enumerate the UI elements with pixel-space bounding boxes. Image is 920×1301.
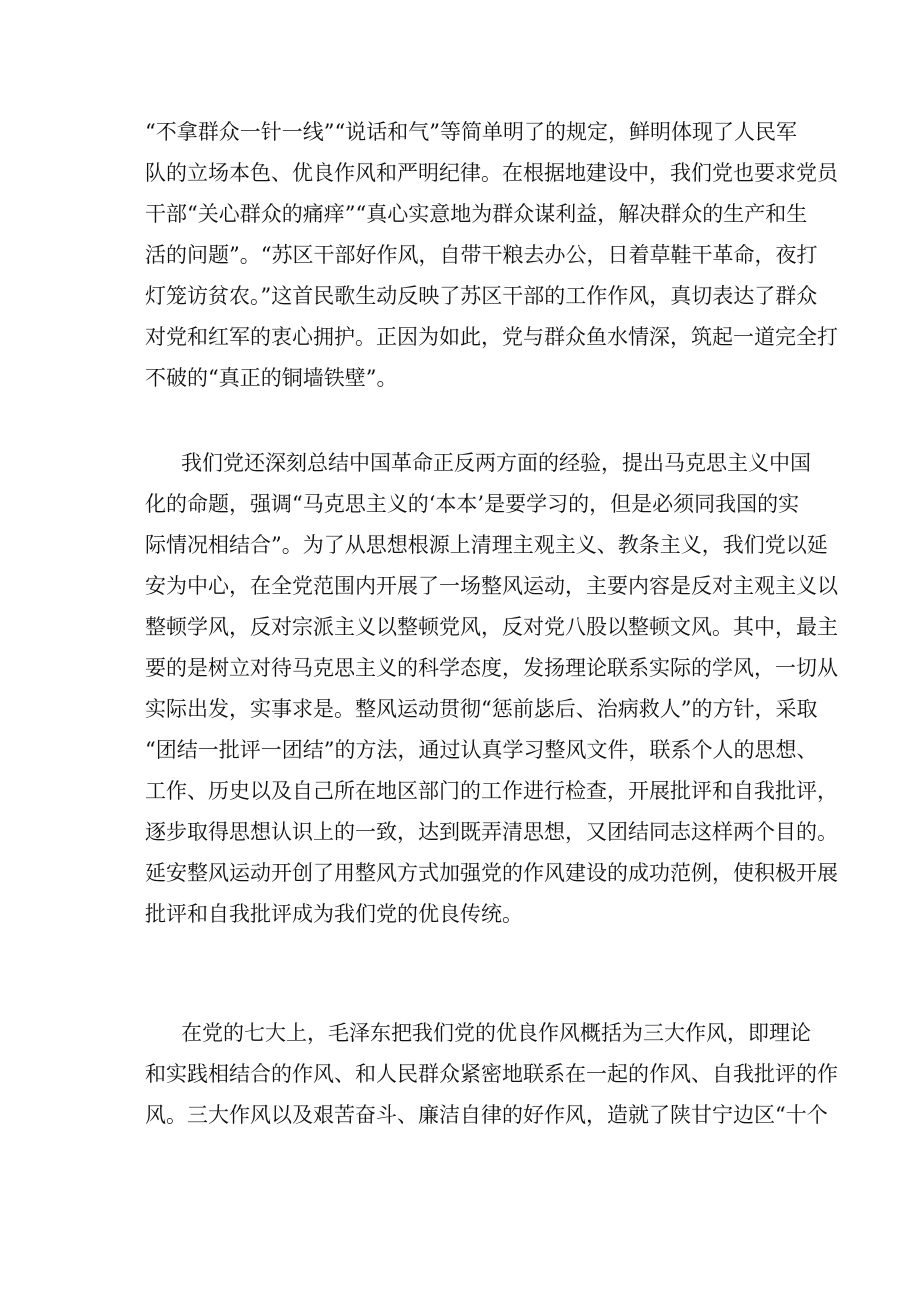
text-line: 批评和自我批评成为我们党的优良传统。	[145, 902, 523, 926]
text-line: 在党的七大上，毛泽东把我们党的优良作风概括为三大作风，即理论	[181, 1021, 811, 1045]
paragraph-2	[145, 443, 838, 935]
text-line: 和实践相结合的作风、和人民群众紧密地联系在一起的作风、自我批评的作	[145, 1062, 838, 1086]
text-line: 化的命题，强调“马克思主义的‘本本’是要学习的，但是必须同我国的实	[145, 492, 800, 516]
text-line: 活的问题”。“苏区干部好作风，自带干粮去办公，日着草鞋干革命，夜打	[145, 243, 818, 267]
paragraph-1	[145, 112, 838, 399]
text-line: 对党和红军的衷心拥护。正因为如此，党与群众鱼水情深，筑起一道完全打	[145, 325, 838, 349]
text-line: 干部“关心群众的痛痒”“真心实意地为群众谋利益，解决群众的生产和生	[145, 202, 808, 226]
text-line: 风。三大作风以及艰苦奋斗、廉洁自律的好作风，造就了陕甘宁边区“十个	[145, 1103, 828, 1127]
text-line: 逐步取得思想认识上的一致，达到既弄清思想，又团结同志这样两个目的。	[145, 820, 838, 844]
text-line: “团结一批评一团结”的方法，通过认真学习整风文件，联系个人的思想、	[145, 738, 818, 762]
text-line: “不拿群众一针一线”“说话和气”等简单明了的规定，鲜明体现了人民军	[145, 120, 797, 144]
text-line: 延安整风运动开创了用整风方式加强党的作风建设的成功范例，使积极开展	[145, 861, 838, 885]
text-line: 灯笼访贫农。”这首民歌生动反映了苏区干部的工作作风，真切表达了群众	[145, 284, 818, 308]
text-line: 整顿学风，反对宗派主义以整顿党风，反对党八股以整顿文风。其中，最主	[145, 615, 838, 639]
text-line: 我们党还深刻总结中国革命正反两方面的经验，提出马克思主义中国	[181, 451, 811, 475]
text-line: 队的立场本色、优良作风和严明纪律。在根据地建设中，我们党也要求党员	[145, 161, 838, 185]
text-line: 安为中心，在全党范围内开展了一场整风运动，主要内容是反对主观主义以	[145, 574, 838, 598]
text-line: 要的是树立对待马克思主义的科学态度，发扬理论联系实际的学风，一切从	[145, 656, 838, 680]
text-line: 实际出发，实事求是。整风运动贯彻“惩前毖后、治病救人”的方针，采取	[145, 697, 818, 721]
text-line: 际情况相结合”。为了从思想根源上清理主观主义、教条主义，我们党以延	[145, 533, 828, 557]
text-line: 工作、历史以及自己所在地区部门的工作进行检查，开展批评和自我批评，	[145, 779, 838, 803]
text-line: 不破的“真正的铜墙铁壁”。	[145, 366, 398, 390]
paragraph-3	[145, 1013, 838, 1136]
